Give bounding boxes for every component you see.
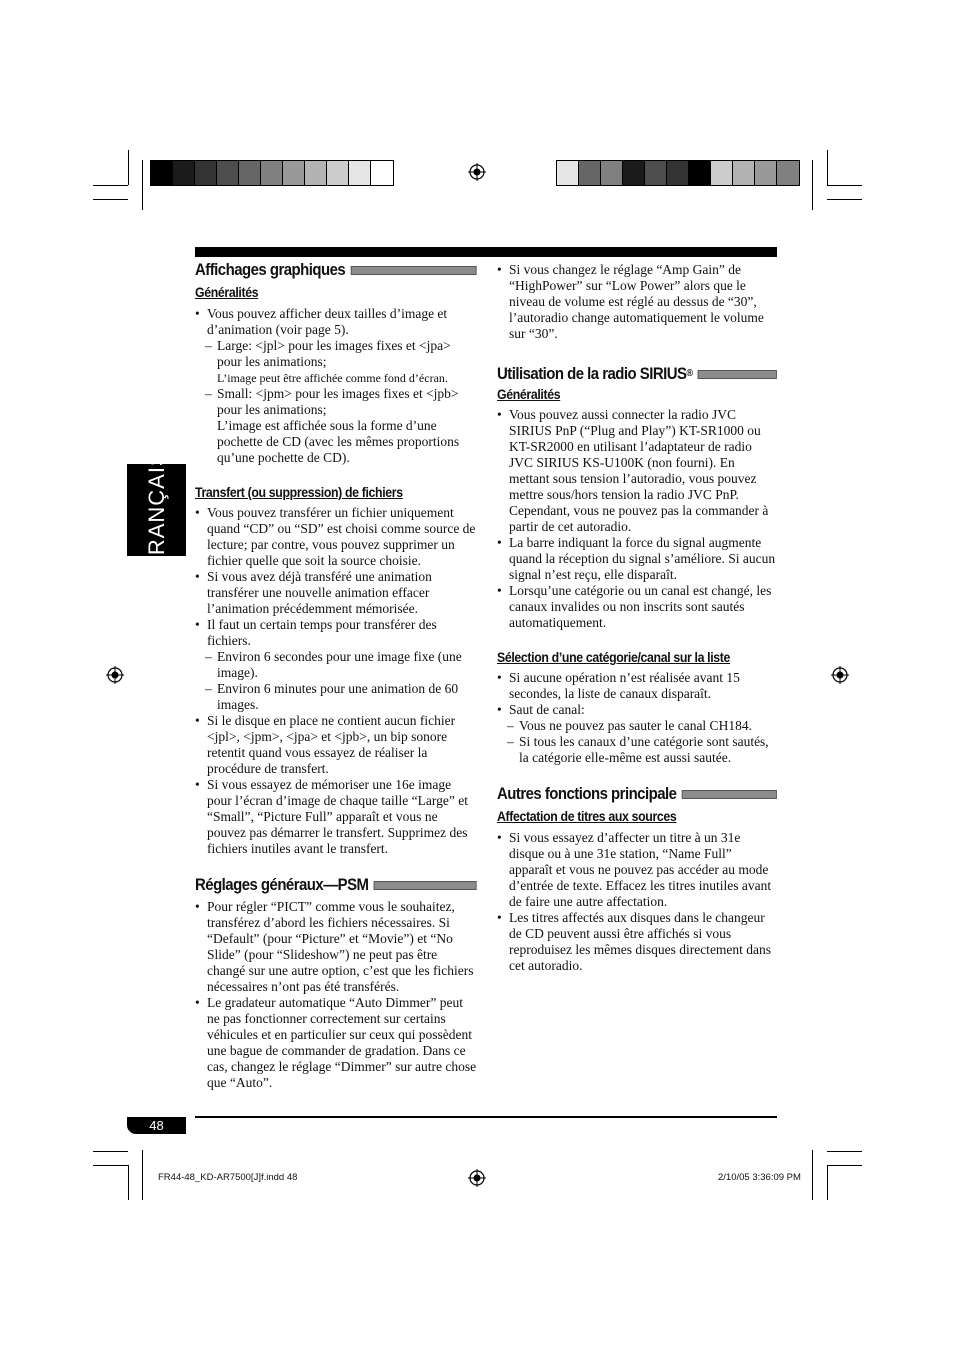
heading-text: Réglages généraux—PSM (195, 875, 369, 894)
subsection-heading: Généralités (195, 284, 259, 300)
crop-mark (93, 199, 128, 200)
registration-mark-icon (468, 1169, 486, 1187)
crop-mark (827, 1165, 828, 1200)
subsection-heading: Transfert (ou suppression) de fichiers (195, 484, 403, 500)
bullet-list (195, 306, 477, 338)
color-swatch (777, 161, 799, 185)
list-item-text: Si vous essayez de mémoriser une 16e image pour l’écran d’image de chaque taille “Large” et “Small”, “Picture Full” apparaît et vous ne pouvez pas démarrer le transfert. Supprimez des fichiers inutiles avant le transfert. (207, 777, 468, 856)
sub-item: – Large: <jpl> pour les images fixes et <jpa> pour les animations; (205, 338, 451, 369)
footer-rule (195, 1116, 777, 1118)
heading-bar (698, 370, 777, 379)
list-item (195, 899, 477, 995)
color-swatch (689, 161, 711, 185)
list-item-text: Pour régler “PICT” comme vous le souhaitez, transférez d’abord les fichiers nécessaires. Si “Default” (pour “Picture” et “Movie”) et “No Slide” (pour “Slideshow”) ne peut pas être changé sur une autre option, c’est que les fichiers nécessaires n’ont pas été transférés. (207, 899, 474, 994)
list-item (497, 702, 777, 718)
bullet-list (497, 262, 777, 342)
list-item-text: Lorsqu’une catégorie ou un canal est changé, les canaux invalides ou non inscrits sont sautés automatiquement. (509, 583, 772, 630)
list-item-text: La barre indiquant la force du signal augmente quand la réception du signal s’améliore. Si aucun signal n’est reçu, elle disparaît. (509, 535, 776, 582)
list-item (497, 407, 777, 535)
section-heading (195, 877, 477, 893)
registration-mark-icon (831, 666, 849, 684)
crop-mark (812, 160, 813, 210)
list-item-text: Si vous avez déjà transféré une animation transférer une nouvelle animation effacer l’animation précédemment mémorisée. (207, 569, 432, 616)
list-item (195, 306, 477, 338)
color-swatch (305, 161, 327, 185)
registration-mark-icon (468, 163, 486, 181)
color-swatch (239, 161, 261, 185)
crop-mark (93, 185, 128, 186)
sub-item: – Vous ne pouvez pas sauter le canal CH184. (507, 718, 752, 733)
crop-mark (827, 199, 862, 200)
color-bar-left (150, 160, 394, 186)
header-rule (195, 247, 777, 257)
heading-text: Utilisation de la radio SIRIUS (497, 364, 687, 383)
color-swatch (371, 161, 393, 185)
sub-item-text: Environ 6 secondes pour une image fixe (une image). (217, 649, 462, 680)
crop-mark (812, 1150, 813, 1200)
crop-mark (827, 185, 862, 186)
heading-bar (374, 881, 477, 890)
color-swatch (755, 161, 777, 185)
heading-bar (682, 790, 777, 799)
color-swatch (173, 161, 195, 185)
list-item (195, 569, 477, 617)
bullet-list (497, 407, 777, 631)
sub-item: – Si tous les canaux d’une catégorie sont sautés, la catégorie elle-même est aussi sautée. (507, 734, 769, 765)
color-swatch (711, 161, 733, 185)
registration-mark-icon (106, 666, 124, 684)
sub-item: – Environ 6 minutes pour une animation de 60 images. (205, 681, 459, 712)
list-item-text: Le gradateur automatique “Auto Dimmer” peut ne pas fonctionner correctement sur certains véhicules et en particulier sur ceux qui possèdent une bague de commander de gradation. Dans ce cas, changez le réglage “Dimmer” sur autre chose que “Auto”. (207, 995, 477, 1090)
list-item-text: Si aucune opération n’est réalisée avant 15 secondes, la liste de canaux disparaît. (509, 670, 740, 701)
bullet-list (195, 899, 477, 1091)
bullet-list (195, 713, 477, 857)
sub-item: – Small: <jpm> pour les images fixes et <jpb> pour les animations; (205, 386, 459, 417)
footer-date: 2/10/05 3:36:09 PM (718, 1172, 801, 1183)
sub-item-text: Large: <jpl> pour les images fixes et <jpa> pour les animations; (217, 338, 451, 369)
list-item-text: Si vous changez le réglage “Amp Gain” de “HighPower” sur “Low Power” alors que le niveau de volume est réglé au dessus de “30”, l’autoradio change automatiquement le volume sur “30”. (509, 262, 764, 341)
registered-mark: ® (686, 368, 693, 379)
list-item-text: Vous pouvez afficher deux tailles d’image et d’animation (voir page 5). (207, 306, 448, 337)
subsection-heading: Sélection d’une catégorie/canal sur la liste (497, 649, 731, 665)
list-item (497, 670, 777, 702)
crop-mark (142, 160, 143, 210)
right-column (497, 262, 777, 974)
sub-item-text: Si tous les canaux d’une catégorie sont sautés, la catégorie elle-même est aussi sautée. (519, 734, 769, 765)
color-swatch (645, 161, 667, 185)
sub-item: – Environ 6 secondes pour une image fixe (une image). (205, 649, 462, 680)
heading-text: Affichages graphiques (195, 260, 346, 279)
list-item-text: Si le disque en place ne contient aucun fichier <jpl>, <jpm>, <jpa> et <jpb>, un bip sonore retentit quand vous essayez de réaliser la procédure de transfert. (207, 713, 456, 776)
list-item-text: Les titres affectés aux disques dans le changeur de CD peuvent aussi être affichés si vous reproduisez les mêmes disques directement dans cet autoradio. (509, 910, 772, 973)
sub-item-note: L’image peut être affichée comme fond d’écran. (217, 371, 448, 385)
list-item (195, 995, 477, 1091)
list-item (195, 713, 477, 777)
list-item-text: Saut de canal: (509, 702, 585, 717)
subsection-heading: Affectation de titres aux sources (497, 808, 677, 824)
footer-file: FR44-48_KD-AR7500[J]f.indd 48 (158, 1172, 298, 1183)
crop-mark (93, 1165, 128, 1166)
sub-item-text: Small: <jpm> pour les images fixes et <jpb> pour les animations; (217, 386, 459, 417)
color-swatch (557, 161, 579, 185)
color-swatch (195, 161, 217, 185)
list-item (497, 910, 777, 974)
list-item-text: Si vous essayez d’affecter un titre à un 31e disque ou à une 31e station, “Name Full” apparaît et vous ne pouvez pas accéder au mode d’entrée de texte. Effacez les titres inutiles avant de faire une autre affectation. (509, 830, 772, 909)
heading-bar (350, 266, 476, 275)
section-heading (195, 262, 477, 278)
crop-mark (128, 150, 129, 185)
list-item (195, 505, 477, 569)
section-heading (497, 366, 777, 382)
crop-mark (827, 150, 828, 185)
color-swatch (151, 161, 173, 185)
color-swatch (327, 161, 349, 185)
color-swatch (579, 161, 601, 185)
bullet-list (195, 505, 477, 649)
list-item (195, 777, 477, 857)
crop-mark (93, 1151, 128, 1152)
list-item (497, 830, 777, 910)
crop-mark (827, 1165, 862, 1166)
language-tab-label: FRANÇAIS (144, 450, 169, 570)
list-item-text: Vous pouvez transférer un fichier uniquement quand “CD” ou “SD” est choisi comme source de lecture; par contre, vous pouvez supprimer un fichier quelle que soit la source choisie. (207, 505, 476, 568)
crop-mark (142, 1150, 143, 1200)
sub-item-note: L’image est affichée sous la forme d’une pochette de CD (avec les mêmes proportions qu’une pochette de CD). (217, 418, 460, 465)
crop-mark (827, 1151, 862, 1152)
color-swatch (623, 161, 645, 185)
list-item-text: Vous pouvez aussi connecter la radio JVC SIRIUS PnP (“Plug and Play”) KT-SR1000 ou KT-SR2000 en utilisant l’adaptateur de radio JVC SIRIUS KS-U100K (non fourni). En mettant sous tension l’autoradio, vous pouvez mettre sous/hors tension la radio JVC PnP. Cependant, vous ne pouvez pas la commander à partir de cet autoradio. (509, 407, 769, 534)
section-heading (497, 786, 777, 802)
heading-text: Autres fonctions principale (497, 784, 677, 803)
color-swatch (217, 161, 239, 185)
page-number: 48 (127, 1117, 186, 1134)
sub-item-text: Environ 6 minutes pour une animation de 60 images. (217, 681, 459, 712)
list-item-text: Il faut un certain temps pour transférer des fichiers. (207, 617, 437, 648)
list-item (195, 617, 477, 649)
list-item (497, 535, 777, 583)
color-swatch (261, 161, 283, 185)
subsection-heading: Généralités (497, 386, 561, 402)
bullet-list (497, 670, 777, 718)
color-swatch (667, 161, 689, 185)
sub-item-text: Vous ne pouvez pas sauter le canal CH184. (519, 718, 752, 733)
color-swatch (349, 161, 371, 185)
list-item (497, 262, 777, 342)
list-item (497, 583, 777, 631)
color-swatch (283, 161, 305, 185)
crop-mark (128, 1165, 129, 1200)
color-bar-right (556, 160, 800, 186)
bullet-list (497, 830, 777, 974)
left-column (195, 262, 477, 1091)
color-swatch (601, 161, 623, 185)
color-swatch (733, 161, 755, 185)
